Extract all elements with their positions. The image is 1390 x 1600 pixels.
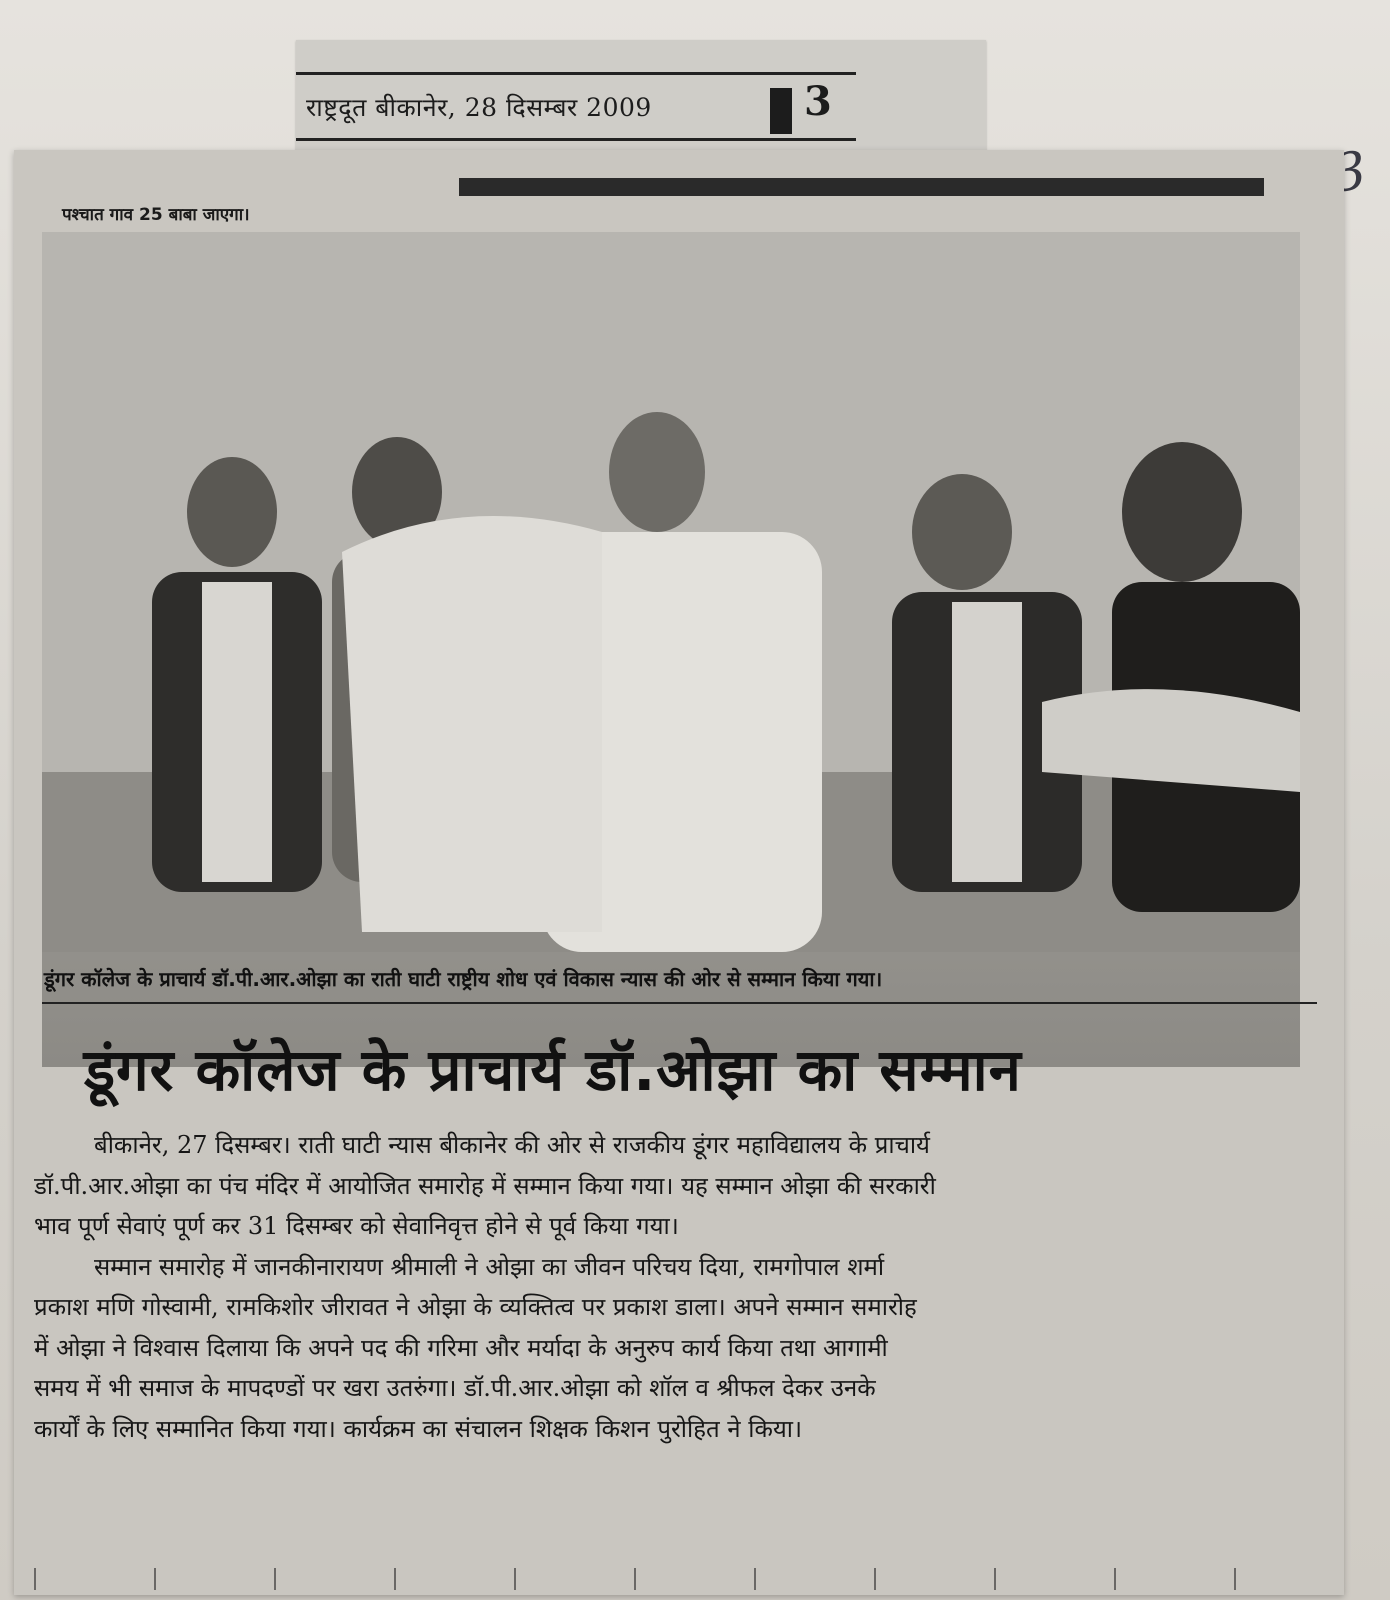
newspaper-clipping [14,150,1344,1595]
top-strip-rule [459,178,1264,196]
caption-rule [42,1002,1317,1004]
article-line: में ओझा ने विश्वास दिलाया कि अपने पद की गरिमा और मर्यादा के अनुरुप कार्य किया तथा आगामी [34,1333,888,1362]
article-line: कार्यों के लिए सम्मानित किया गया। कार्यक्रम का संचालन शिक्षक किशन पुरोहित ने किया। [34,1414,803,1443]
article-line: बीकानेर, 27 दिसम्बर। राती घाटी न्यास बीकानेर की ओर से राजकीय डूंगर महाविद्यालय के प्राचार्य [94,1131,930,1159]
news-photo [42,232,1300,1067]
masthead-clipping [296,40,986,160]
photo-figures [42,232,1300,952]
photo-caption: डूंगर कॉलेज के प्राचार्य डॉ.पी.आर.ओझा का राती घाटी राष्ट्रीय शोध एवं विकास न्यास की ओर से सम्मान किया गया। [44,967,883,991]
article-line: भाव पूर्ण सेवाएं पूर्ण कर 31 दिसम्बर को सेवानिवृत्त होने से पूर्व किया गया। [34,1212,679,1240]
article-headline: डूंगर कॉलेज के प्राचार्य डॉ.ओझा का सम्मान [84,1036,1022,1104]
article-body [34,1125,1329,1449]
article-line: सम्मान समारोह में जानकीनारायण श्रीमाली ने ओझा का जीवन परिचय दिया, रामगोपाल शर्मा [94,1252,885,1281]
masthead-text: राष्ट्रदूत बीकानेर, 28 दिसम्बर 2009 [306,93,652,122]
masthead-block [770,88,792,134]
masthead-rule-bottom [296,138,856,141]
article-line: समय में भी समाज के मापदण्डों पर खरा उतरुंगा। डॉ.पी.आर.ओझा को शॉल व श्रीफल देकर उनके [34,1374,876,1402]
page-number: 3 [804,78,832,125]
bottom-cut-edge [34,1568,1334,1590]
article-line: डॉ.पी.आर.ओझा का पंच मंदिर में आयोजित समारोह में सम्मान किया गया। यह सम्मान ओझा की सरकारी [34,1171,936,1200]
masthead-rule-top [296,72,856,75]
article-line: प्रकाश मणि गोस्वामी, रामकिशोर जीरावत ने ओझा के व्यक्तित्व पर प्रकाश डाला। अपने सम्मान समारोह [34,1293,917,1321]
top-strip-text: पश्चात गाव 25 बाबा जाएगा। [62,205,250,225]
